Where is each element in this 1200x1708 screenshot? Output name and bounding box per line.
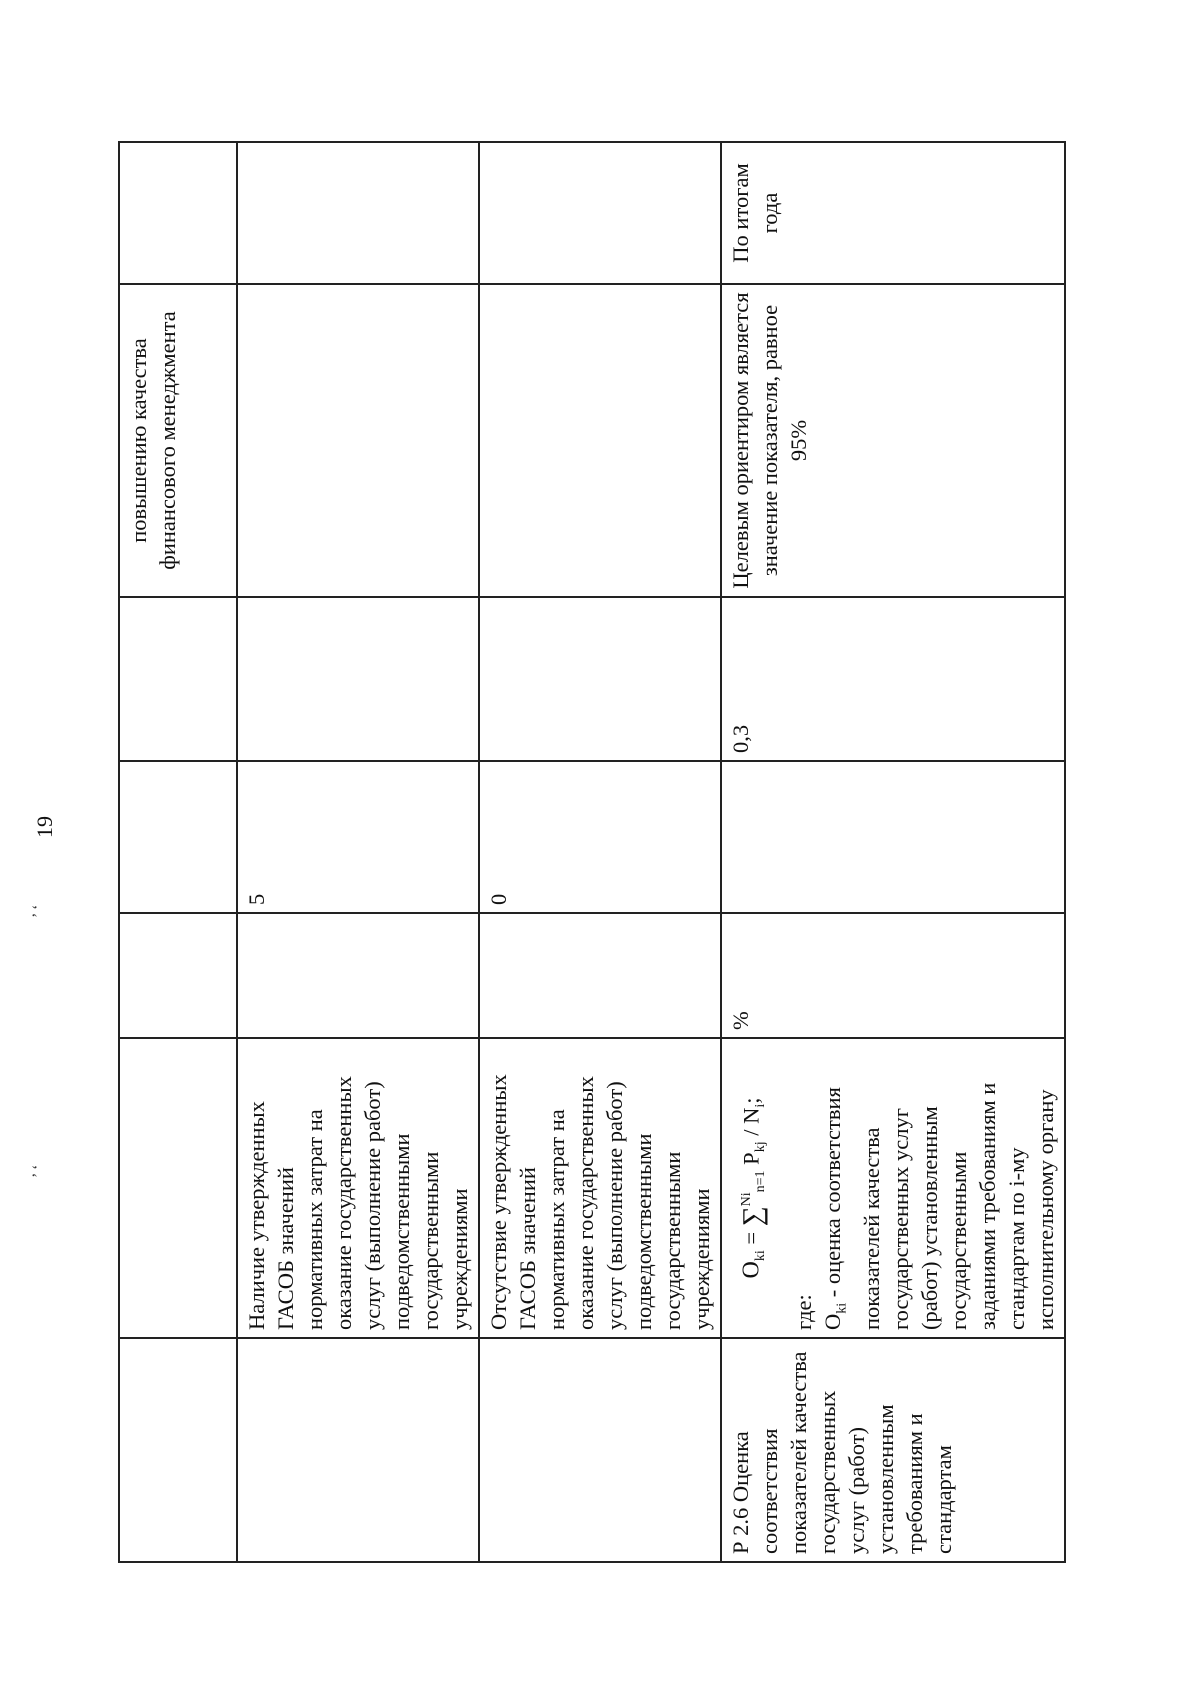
table-row bbox=[119, 142, 237, 1562]
scan-mark: ’ ‘ bbox=[30, 1164, 47, 1178]
cell-description bbox=[721, 1038, 1065, 1338]
cell-score: 5 bbox=[237, 761, 479, 913]
cell-score bbox=[721, 761, 1065, 913]
page-number: 19 bbox=[32, 816, 57, 838]
cell-description: Наличие утвержденных ГАСОБ значений нормативных затрат на оказание государственных услуг (выполнение работ) подведомственными государственными учреждениями bbox=[237, 1038, 479, 1338]
cell-unit bbox=[237, 913, 479, 1038]
cell-unit bbox=[479, 913, 721, 1038]
cell-target: повышению качества финансового менеджмента bbox=[119, 284, 237, 597]
cell-target bbox=[237, 284, 479, 597]
cell-indicator: Р 2.6 Оценка соответствия показателей качества государственных услуг (работ) установленным требованиям и стандартам bbox=[721, 1338, 1065, 1562]
cell-period bbox=[237, 142, 479, 284]
formula: $O_{ki} = \sum^{Ni}_{n=1}$ $P_{kj} / N_i$; bbox=[737, 1097, 769, 1279]
table-row bbox=[721, 142, 1065, 1562]
cell-indicator bbox=[479, 1338, 721, 1562]
indicator-table bbox=[118, 141, 1066, 1563]
where-label: где: bbox=[791, 1294, 816, 1330]
cell-period bbox=[119, 142, 237, 284]
cell-period bbox=[479, 142, 721, 284]
formula-definition: $O_{ki}$ - оценка соответствия показателей качества государственных услуг (работ) установленным государственными заданиями требованиям и стандартам по i-му исполнительному органу bbox=[820, 1082, 1058, 1330]
sum-symbol: ∑ bbox=[737, 1206, 769, 1227]
cell-unit: % bbox=[721, 913, 1065, 1038]
cell-indicator bbox=[237, 1338, 479, 1562]
cell-period: По итогам года bbox=[721, 142, 1065, 284]
cell-unit bbox=[119, 913, 237, 1038]
scan-mark: ’ ‘ bbox=[30, 904, 47, 918]
cell-indicator bbox=[119, 1338, 237, 1562]
table-row bbox=[479, 142, 721, 1562]
cell-score bbox=[119, 761, 237, 913]
cell-description bbox=[119, 1038, 237, 1338]
cell-weight: 0,3 bbox=[721, 597, 1065, 761]
cell-description: Отсутствие утвержденных ГАСОБ значений нормативных затрат на оказание государственных услуг (выполнение работ) подведомственными государственными учреждениями bbox=[479, 1038, 721, 1338]
table-row bbox=[237, 142, 479, 1562]
cell-weight bbox=[237, 597, 479, 761]
cell-target: Целевым ориентиром является значение показателя, равное 95% bbox=[721, 284, 1065, 597]
cell-target bbox=[479, 284, 721, 597]
cell-weight bbox=[479, 597, 721, 761]
cell-score: 0 bbox=[479, 761, 721, 913]
cell-weight bbox=[119, 597, 237, 761]
